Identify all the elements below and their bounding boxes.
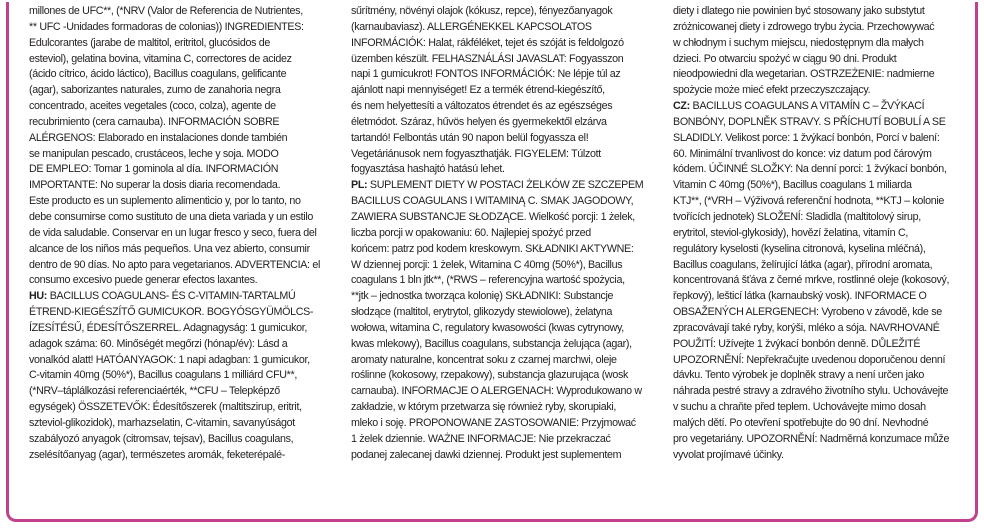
text-line: ÍZESÍTÉSŰ, ÉDESÍTŐSZERREL. Adagnagyság: 1 gumicukor, [29, 321, 308, 334]
text-line: életmódot. Száraz, hűvös helyen és gyermekektől elzárva [351, 115, 607, 128]
text-line: napi 1 gumicukrot! FONTOS INFORMÁCIÓK: Ne lépje túl az [351, 68, 621, 81]
text-line: concentrado, aceites vegetales (coco, colza), agente de [29, 100, 276, 113]
supplement-label [6, 2, 978, 522]
text-line: liczba porcji w opakowaniu: 60. Najlepiej spożyć przed [351, 226, 591, 239]
text-line: koncentrovaná šťáva z černé mrkve, rostlinné oleje (kokosový, [673, 274, 950, 287]
text-line: Vitamin C 40mg (50%*), Bacillus coagulans 1 miliarda [673, 179, 912, 192]
text-line: erytritol, steviol-glykosidy), hovězí želatina, vitamín C, [673, 226, 909, 239]
text-run: BACILLUS COAGULANS- ÉS C-VITAMIN-TARTALMÚ [47, 290, 296, 303]
text-line: millones de UFC**, (*NRV (Valor de Referencia de Nutrientes, [29, 5, 303, 17]
text-line: **jtk – jednostka tworząca kolonię) SKŁADNIKI: Substancje [351, 290, 614, 303]
text-line: (ácido cítrico, ácido láctico), Bacillus coagulans, gelificante [29, 68, 287, 81]
text-line: se manipulan pescado, crustáceos, leche y soja. MODO [29, 147, 279, 160]
text-line: zróżnicowanej diety i zdrowego trybu życia. Przechowywać [673, 20, 935, 33]
text-line: ÉTREND-KIEGÉSZÍTŐ GUMICUKOR. BOGYÓSGYÜMÖLCS- [29, 306, 314, 319]
column-hungarian-polish [351, 4, 648, 463]
text-line: Vegetáriánusok nem fogyaszthatják. FIGYELEM: Túlzott [351, 147, 601, 160]
text-line: tartandó! Felbontás után 90 napon belül fogyassza el! [351, 131, 589, 144]
text-line: dzieci. Po otwarciu spożyć w ciągu 90 dni. Produkt [673, 52, 897, 65]
text-line: końcem: patrz pod kodem kreskowym. SKŁADNIKI AKTYWNE: [351, 242, 634, 255]
text-line: egységek) ÖSSZETEVŐK: Édesítőszerek (maltitszirup, eritrit, [29, 401, 302, 414]
text-line: zselésítőanyag (agar), természetes aromák, feketerépalé- [29, 448, 285, 461]
text-line: üzemben készült. FELHASZNÁLÁSI JAVASLAT: Fogyasszon [351, 52, 624, 65]
text-line: INFORMÁCIÓK: Halat, rákféléket, tejet és szóját is feldolgozó [351, 36, 624, 49]
text-line: BONBÓNY, DOPLNĚK STRAVY. S PŘÍCHUTÍ BOBULÍ A SE [673, 115, 946, 128]
text-line: dentro de 90 días. No apto para vegetarianos. ADVERTENCIA: el [29, 258, 321, 271]
text-line: malých dětí. Po otevření spotřebujte do 90 dní. Nevhodné [673, 416, 929, 429]
text-line: dávku. Tento výrobek je doplněk stravy a není určen jako [673, 369, 925, 382]
text-line: de vida saludable. Conservar en un lugar fresco y seco, fuera del [29, 226, 317, 239]
text-line: wołowa, witamina C, regulatory kwasowości (kwas cytrynowy, [351, 321, 624, 334]
text-line: pro vegetariány. UPOZORNĚNÍ: Nadměrná konzumace může [673, 432, 950, 445]
text-line: BACILLUS COAGULANS I WITAMINĄ C. SMAK JAGODOWY, [351, 195, 634, 208]
text-line: zpracovávají také ryby, korýši, mléko a sója. NAVRHOVANÉ [673, 321, 940, 334]
text-run: BACILLUS COAGULANS A VITAMÍN C – ŽVÝKACÍ [689, 100, 925, 113]
text-line: esteviol), gelatina bovina, vitamina C, correctores de acidez [29, 52, 292, 65]
text-line: kódem. ÚČINNÉ SLOŽKY: Na denní porci: 1 žvýkací bonbón, [673, 163, 947, 176]
text-line: Este producto es un suplemento alimenticio y, por lo tanto, no [29, 195, 301, 208]
language-code-pl: PL: [351, 179, 368, 192]
text-line: tvořících jednotek) SLOŽENÍ: Sladidla (maltitolový sirup, [673, 210, 921, 223]
text-line: v suchu a chraňte před teplem. Uchovávejte mimo dosah [673, 401, 926, 414]
text-line: OBSAŽENÝCH ALERGENECH: Vyrobeno v závodě, kde se [673, 306, 942, 319]
text-line: roślinne (kokosowy, rzepakowy), substancja glazurująca (wosk [351, 369, 629, 382]
text-line: diety i dlatego nie powinien być stosowany jako substytut [673, 5, 925, 17]
text-line: carnauba). INFORMACJE O ALERGENACH: Wyprodukowano w [351, 385, 642, 398]
text-line: POUŽITÍ: Užívejte 1 žvýkací bonbón denně. DŮLEŽITÉ [673, 337, 921, 350]
text-line: recubrimiento (cera carnauba). INFORMACIÓN SOBRE [29, 115, 280, 128]
text-line: szabályozó anyagok (citromsav, tejsav), Bacillus coagulans, [29, 432, 294, 445]
text-line: náhrada pestré stravy a zdravého životního stylu. Uchovávejte [673, 385, 949, 398]
text-line: SLADIDLY. Velikost porce: 1 žvýkací bonbón, Porcí v balení: [673, 131, 940, 144]
text-line: aromaty naturalne, koncentrat soku z czarnej marchwi, oleje [351, 353, 617, 366]
column-polish-czech [673, 4, 963, 463]
text-line: mleko i soję. PROPONOWANE ZASTOSOWANIE: Przyjmować [351, 416, 636, 429]
text-run: SUPLEMENT DIETY W POSTACI ŻELKÓW ZE SZCZEPEM [367, 179, 644, 192]
text-line: řepkový), lešticí látka (karnaubský vosk). INFORMACE O [673, 290, 927, 303]
text-line: coagulans 1 bln jtk**, (*RWS – referencyjna wartość spożycia, [351, 274, 625, 287]
text-line: (agar), saborizantes naturales, zumo de zanahoria negra [29, 84, 281, 97]
text-line: sűrítmény, növényi olajok (kókusz, repce), fényezőanyagok [351, 5, 613, 17]
language-code-hu: HU: [29, 290, 48, 303]
text-line: ALÉRGENOS: Elaborado en instalaciones donde también [29, 131, 288, 144]
text-line [29, 289, 326, 305]
text-line: regulátory kyselosti (kyselina citronová, kyselina mléčná), [673, 242, 926, 255]
text-line: (*NRV–táplálkozási referenciaérték, **CFU – Telepképző [29, 385, 280, 398]
text-line: ** UFC -Unidades formadoras de colonias)) INGREDIENTES: [29, 20, 304, 33]
text-line: DE EMPLEO: Tomar 1 gominola al día. INFORMACIÓN [29, 163, 279, 176]
text-line: 60. Minimální trvanlivost do konce: viz datum pod čárovým [673, 147, 932, 160]
text-line: KTJ**, (*VRH – Výživová referenční hodnota, **KTJ – kolonie [673, 195, 945, 208]
language-code-cz: CZ: [673, 100, 690, 113]
text-line: debe consumirse como sustituto de una dieta variada y un estilo [29, 210, 314, 223]
text-line: szteviol-glikozidok), marhazselatin, C-vitamin, savanyúságot [29, 416, 295, 429]
text-line: podanej zalecanej dawki dziennej. Produkt jest suplementem [351, 448, 622, 461]
text-line: alcance de los niños más pequeños. Una vez abierto, consumir [29, 242, 310, 255]
text-line: nieodpowiedni dla wegetarian. OSTRZEŻENIE: nadmierne [673, 68, 935, 81]
text-line: Edulcorantes (jarabe de maltitol, eritritol, glucósidos de [29, 36, 271, 49]
text-line: fogyasztása hashajtó hatású lehet. [351, 163, 505, 176]
text-line: 1 żelek dziennie. WAŻNE INFORMACJE: Nie przekraczać [351, 432, 611, 445]
text-line [673, 99, 963, 115]
text-line: C-vitamin 40mg (50%*), Bacillus coagulans 1 milliárd CFU**, [29, 369, 298, 382]
text-line: consumo excesivo puede generar efectos laxantes. [29, 274, 258, 287]
text-line: ZAWIERA SUBSTANCJE SŁODZĄCE. Wielkość porcji: 1 żelek, [351, 210, 635, 223]
text-line: Bacillus coagulans, želírující látka (agar), přírodní aromata, [673, 258, 933, 271]
text-line: w chłodnym i suchym miejscu, niedostępnym dla małych [673, 36, 924, 49]
text-line: UPOZORNĚNÍ: Nepřekračujte uvedenou doporučenou denní [673, 353, 946, 366]
text-line: (karnaubaviasz). ALLERGÉNEKKEL KAPCSOLATOS [351, 20, 592, 33]
column-spanish-hungarian [29, 4, 326, 463]
text-line: adagok száma: 60. Minőségét megőrzi (hónap/év): Lásd a [29, 337, 288, 350]
text-line: IMPORTANTE: No superar la dosis diaria recomendada. [29, 179, 281, 192]
text-line: spożycie może mieć efekt przeczyszczający. [673, 84, 871, 97]
text-line: zakładzie, w którym przetwarza się również ryby, skorupiaki, [351, 401, 617, 414]
text-line: ajánlott napi mennyiséget! Ez a termék étrend-kiegészítő, [351, 84, 605, 97]
text-line: kwas mlekowy), Bacillus coagulans, substancja żelująca (agar), [351, 337, 632, 350]
text-line [351, 178, 648, 194]
text-line: vyvolat projímavé účinky. [673, 448, 784, 461]
text-line: W dziennej porcji: 1 żelek, Witamina C 40mg (50%*), Bacillus [351, 258, 623, 271]
text-line: słodzące (maltitol, erytrytol, glikozydy stewiolowe), żelatyna [351, 306, 613, 319]
text-line: és nem helyettesíti a változatos étrendet és az egészséges [351, 100, 613, 113]
text-line: vonalkód alatt! HATÓANYAGOK: 1 napi adagban: 1 gumicukor, [29, 353, 310, 366]
